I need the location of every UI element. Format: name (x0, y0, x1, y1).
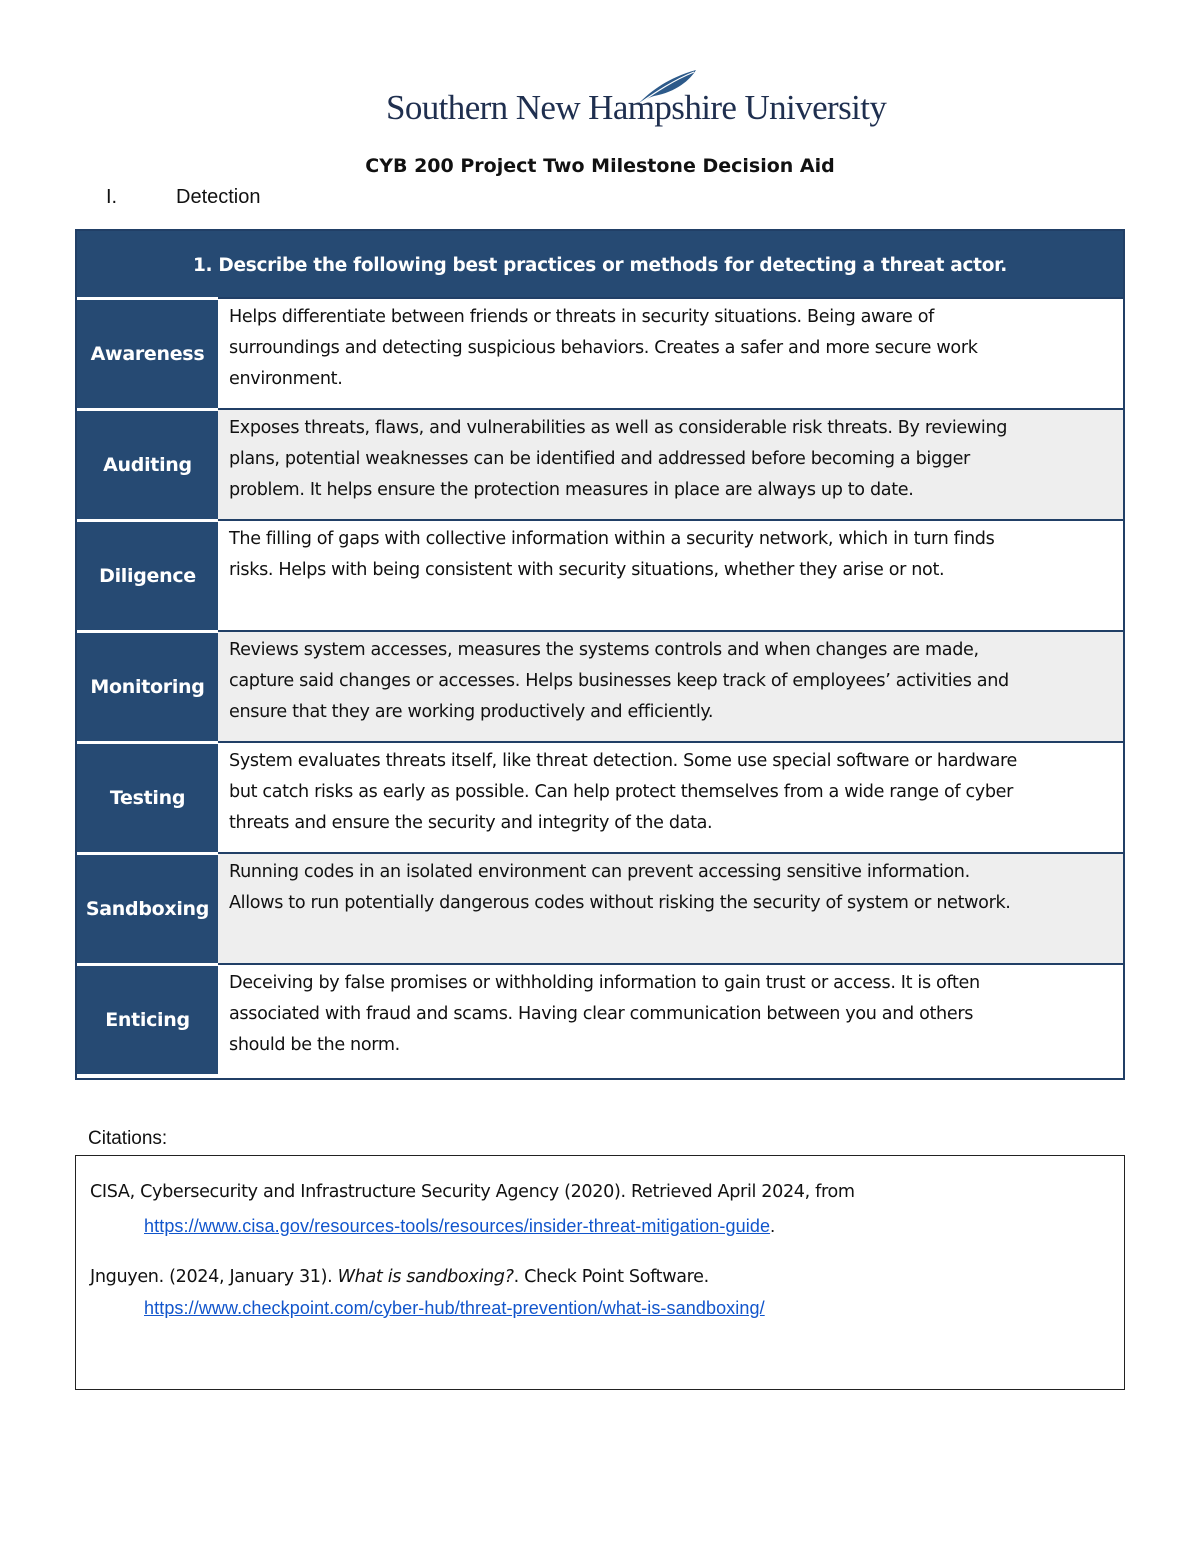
table-row (77, 741, 1123, 852)
citation-checkpoint-author: Jnguyen. (2024, January 31). (90, 1267, 338, 1287)
citation-cisa-period: . (770, 1216, 776, 1236)
table-row (77, 852, 1123, 963)
description-line: The filling of gaps with collective information within a security network, which in turn finds (229, 529, 995, 549)
citations-box (75, 1155, 1125, 1390)
citation-checkpoint-title: What is sandboxing? (337, 1267, 514, 1287)
description-line: System evaluates threats itself, like threat detection. Some use special software or hardware (229, 751, 1017, 771)
section-number: I. (106, 186, 118, 208)
row-label-monitoring: Monitoring (77, 630, 218, 741)
table-header: 1. Describe the following best practices or methods for detecting a threat actor. (77, 231, 1123, 299)
table-row (77, 408, 1123, 519)
row-description (218, 963, 1123, 1074)
description-line: plans, potential weaknesses can be identified and addressed before becoming a bigger (229, 449, 970, 469)
description-line: Exposes threats, flaws, and vulnerabilities as well as considerable risk threats. By reviewing (229, 418, 1008, 438)
description-line: should be the norm. (229, 1035, 400, 1055)
section-heading (106, 186, 261, 209)
row-label-sandboxing: Sandboxing (77, 852, 218, 963)
document-title: CYB 200 Project Two Milestone Decision Aid (365, 155, 835, 177)
citation-checkpoint-link[interactable]: https://www.checkpoint.com/cyber-hub/threat-prevention/what-is-sandboxing/ (144, 1298, 765, 1318)
description-line: Deceiving by false promises or withholding information to gain trust or access. It is often (229, 973, 980, 993)
row-label-enticing: Enticing (77, 963, 218, 1074)
description-line: but catch risks as early as possible. Can help protect themselves from a wide range of cyber (229, 782, 1014, 802)
row-description (218, 297, 1123, 408)
description-line: ensure that they are working productively and efficiently. (229, 702, 714, 722)
citation-cisa-link-row (144, 1216, 775, 1237)
description-line: Reviews system accesses, measures the systems controls and when changes are made, (229, 640, 979, 660)
description-line: Running codes in an isolated environment can prevent accessing sensitive information. (229, 862, 970, 882)
citation-cisa: CISA, Cybersecurity and Infrastructure Security Agency (2020). Retrieved April 2024, from (90, 1182, 855, 1202)
row-label-auditing: Auditing (77, 408, 218, 519)
row-label-diligence: Diligence (77, 519, 218, 630)
description-line: Allows to run potentially dangerous codes without risking the security of system or network. (229, 893, 1011, 913)
row-description (218, 408, 1123, 519)
quill-leaf-icon (630, 66, 700, 106)
description-line: threats and ensure the security and integrity of the data. (229, 813, 713, 833)
citation-checkpoint-publisher: . Check Point Software. (513, 1267, 709, 1287)
description-line: risks. Helps with being consistent with security situations, whether they arise or not. (229, 560, 945, 580)
citation-checkpoint (90, 1267, 709, 1287)
description-line: Helps differentiate between friends or threats in security situations. Being aware of (229, 307, 935, 327)
university-logo (386, 66, 887, 136)
row-description (218, 741, 1123, 852)
description-line: problem. It helps ensure the protection measures in place are always up to date. (229, 480, 914, 500)
detection-table (75, 229, 1125, 1080)
citation-cisa-link[interactable]: https://www.cisa.gov/resources-tools/resources/insider-threat-mitigation-guide (144, 1216, 771, 1236)
table-row (77, 630, 1123, 741)
row-description (218, 852, 1123, 963)
description-line: capture said changes or accesses. Helps businesses keep track of employees’ activities and (229, 671, 1009, 691)
row-description (218, 519, 1123, 630)
section-title: Detection (176, 186, 261, 208)
row-label-awareness: Awareness (77, 297, 218, 408)
table-row (77, 519, 1123, 630)
table-row (77, 297, 1123, 408)
university-name: Southern New Hampshire University (386, 88, 887, 127)
row-label-testing: Testing (77, 741, 218, 852)
row-description (218, 630, 1123, 741)
table-row (77, 963, 1123, 1074)
citations-label: Citations: (88, 1128, 168, 1149)
description-line: environment. (229, 369, 343, 389)
description-line: surroundings and detecting suspicious behaviors. Creates a safer and more secure work (229, 338, 978, 358)
description-line: associated with fraud and scams. Having clear communication between you and others (229, 1004, 974, 1024)
